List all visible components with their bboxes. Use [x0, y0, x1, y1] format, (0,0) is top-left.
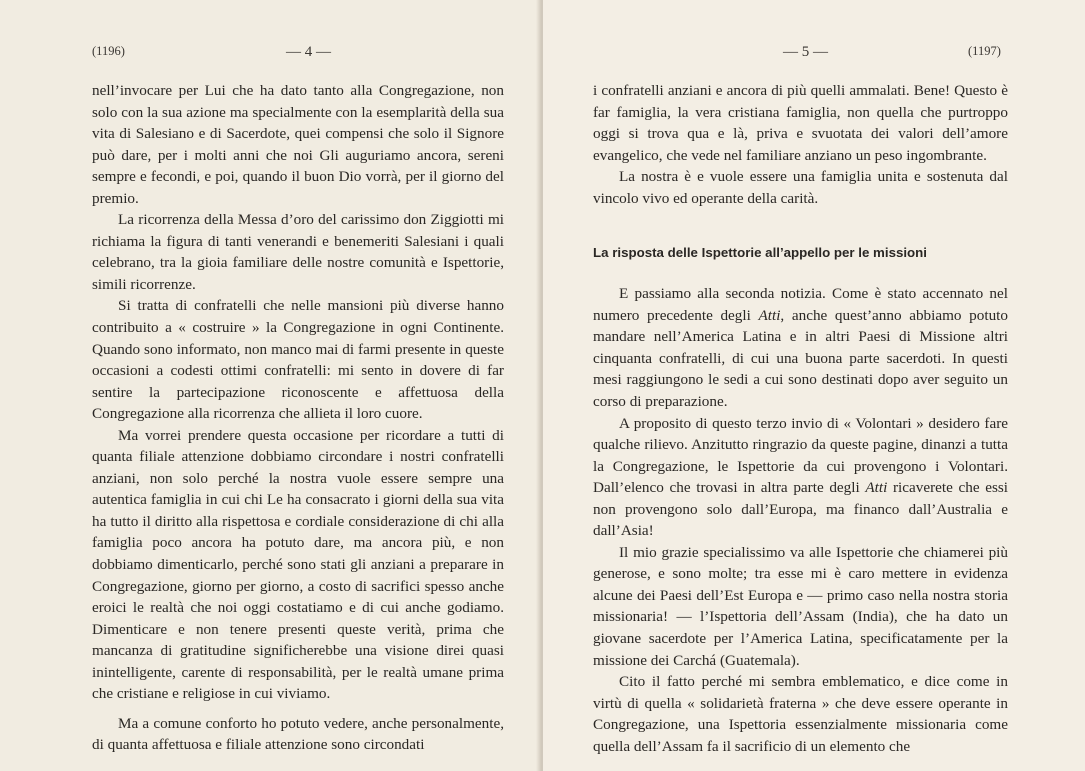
right-paragraph-1: i confratelli anziani e ancora di più quelli ammalati. Bene! Questo è far famiglia, la vera cristiana famiglia, non quella che purtroppo oggi si trova qua e là, priva e svuotata dei valori dell’amore evangelico, che vede nel familiare anziano un peso ingombrante.: [593, 82, 1008, 164]
right-paragraph-5: Il mio grazie specialissimo va alle Ispettorie che chiamerei più generose, e sono molte; tra esse mi è caro mettere in evidenza alcune dei Paesi dell’Est Europa e — primo caso nella nostra storia missionaria! — l’Ispettoria dell’Assam (India), che ha dato un giovane sacerdote per l’America Latina, specificatamente per la missione dei Carchá (Guatemala).: [593, 543, 1008, 669]
left-page: [0, 0, 541, 771]
right-paragraph-3: E passiamo alla seconda notizia. Come è stato accennato nel numero precedente degli Atti, anche quest’anno abbiamo potuto mandare nell’America Latina e in altri Paesi di Missione altri cinquanta confratelli, di cui una buona parte sacerdoti. In questi mesi raggiungono le sedi a cui sono destinati dopo aver seguito un corso di preparazione.: [593, 285, 1008, 411]
left-paragraph-1: nell’invocare per Lui che ha dato tanto alla Congregazione, non solo con la sua azione ma specialmente con la esemplarità della sua vita di Salesiano e di Sacerdote, quei compensi che solo il Signore può dare, per i molti anni che noi Gli auguriamo ancora, sereni sempre e fecondi, e poi, quando il buon Dio vorrà, per il giorno del premio.: [92, 82, 504, 207]
right-paragraph-6: Cito il fatto perché mi sembra emblematico, e dice come in virtù di quella « solidarietà fraterna » che deve essere operante in Congregazione, una Ispettoria essenzialmente missionaria come quella dell’Assam fa il sacrificio di un elemento che: [593, 673, 1008, 755]
right-page-number: — 5 —: [783, 44, 828, 60]
right-paragraph-4: A proposito di questo terzo invio di « Volontari » desidero fare qualche rilievo. Anzitutto ringrazio da queste pagine, dinanzi a tutta la Congregazione, le Ispettorie da cui provengono i Volontari. Dall’elenco che trovasi in altra parte degli Atti ricaverete che essi non provengono solo dall’Europa, ma financo dall’Australia e dall’Asia!: [593, 414, 1008, 540]
left-running-number: (1196): [92, 44, 125, 58]
left-page-number: — 4 —: [286, 44, 331, 60]
left-paragraph-2: La ricorrenza della Messa d’oro del carissimo don Ziggiotti mi richiama la figura di tanti venerandi e benemeriti Salesiani i quali celebrano, tra la gioia familiare delle nostre comunità e Ispettorie, simili ricorrenze.: [92, 211, 504, 293]
left-text-column: [92, 80, 504, 756]
right-paragraph-2: La nostra è e vuole essere una famiglia unita e sostenuta dal vincolo vivo ed operante della carità.: [593, 168, 1008, 207]
left-paragraph-3: Si tratta di confratelli che nelle mansioni più diverse hanno contribuito a « costruire » la Congregazione in ogni Continente. Quando sono informato, non manco mai di farmi presente in queste occasioni a codesti ottimi confratelli: mi sento in dovere di far sentire la partecipazione riconoscente e affettuosa della Congregazione alla ricorrenza che allieta il loro cuore.: [92, 297, 504, 423]
section-heading: La risposta delle Ispettorie all’appello per le missioni: [593, 245, 927, 261]
right-text-column: [593, 80, 1008, 757]
right-running-number: (1197): [968, 44, 1001, 58]
right-page: [543, 0, 1085, 771]
left-paragraph-5: Ma a comune conforto ho potuto vedere, anche personalmente, di quanta affettuosa e filiale attenzione sono circondati: [92, 714, 504, 754]
left-paragraph-4: Ma vorrei prendere questa occasione per ricordare a tutti di quanta filiale attenzione dobbiamo circondare i nostri confratelli anziani, non solo perché la nostra vuole essere sempre una autentica famiglia in cui chi Le ha consacrato i giorni della sua vita ha tutto il diritto alla rispettosa e cordiale considerazione di chi alla famiglia poco ancora ha potuto dare, ma ancora più, e non dobbiamo dimenticarlo, perché sono stati gli anziani a preparare in Congregazione, giorno per giorno, a costo di sacrifici spesso anche eroici le realtà che noi oggi costatiamo e di cui anche godiamo. Dimenticare e non tenere presenti queste verità, prima che mancanza di gratitudine significherebbe una visione direi quasi inintelligente, carente di responsabilità, per le realtà umane prima che cristiane e religiose in cui viviamo.: [92, 426, 504, 703]
